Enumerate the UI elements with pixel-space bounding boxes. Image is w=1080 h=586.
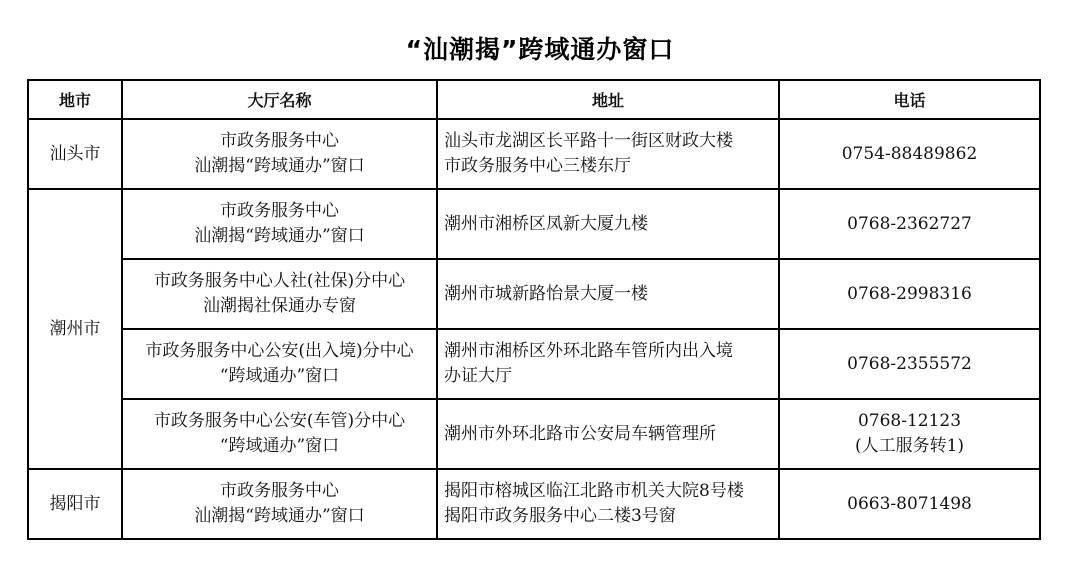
hall-line: 汕潮揭“跨域通办”窗口: [194, 226, 365, 246]
table-row: [28, 189, 1040, 259]
phone-number: 0663-8071498: [847, 493, 972, 514]
phone-cell: [779, 189, 1040, 259]
hall-line: 市政务服务中心: [220, 131, 339, 151]
phone-number: 0768-2362727: [847, 213, 972, 234]
phone-cell: [779, 329, 1040, 399]
table-row: [28, 119, 1040, 189]
address-line: 汕头市龙湖区长平路十一街区财政大楼: [444, 131, 733, 151]
table-row: [28, 329, 1040, 399]
phone-cell: [779, 119, 1040, 189]
address-line: 市政务服务中心三楼东厅: [444, 156, 631, 176]
address-line: 办证大厅: [444, 366, 512, 386]
address-cell: [437, 259, 779, 329]
address-line: 潮州市城新路怡景大厦一楼: [444, 283, 648, 304]
address-cell: [437, 329, 779, 399]
city-cell: 揭阳市: [28, 469, 122, 539]
hall-line: 汕潮揭“跨域通办”窗口: [194, 156, 365, 176]
address-cell: [437, 189, 779, 259]
address-line: 揭阳市政务服务中心二楼3号窗: [444, 506, 676, 526]
hall-line: 汕潮揭“跨域通办”窗口: [194, 506, 365, 526]
phone-note: (人工服务转1): [854, 436, 965, 456]
phone-cell: [779, 469, 1040, 539]
phone-number: 0768-2355572: [847, 353, 972, 374]
hall-line: 市政务服务中心人社(社保)分中心: [153, 271, 406, 291]
hall-cell: [122, 259, 437, 329]
hall-cell: [122, 189, 437, 259]
phone-number: 0768-2998316: [847, 283, 972, 304]
header-address: 地址: [437, 80, 779, 119]
hall-line: “跨域通办”窗口: [219, 436, 340, 456]
header-phone: 电话: [779, 80, 1040, 119]
address-line: 潮州市外环北路市公安局车辆管理所: [444, 423, 716, 444]
phone-number: 0754-88489862: [841, 143, 978, 164]
header-city: 地市: [28, 80, 122, 119]
table-row: [28, 469, 1040, 539]
phone-cell: [779, 259, 1040, 329]
table-row: [28, 259, 1040, 329]
address-cell: [437, 119, 779, 189]
hall-cell: [122, 329, 437, 399]
address-cell: [437, 399, 779, 469]
hall-line: 市政务服务中心: [220, 481, 339, 501]
table-header-row: [28, 80, 1040, 119]
hall-line: 市政务服务中心: [220, 201, 339, 221]
phone-number: 0768-12123: [857, 411, 962, 431]
city-cell: 潮州市: [28, 189, 122, 469]
city-cell: 汕头市: [28, 119, 122, 189]
hall-cell: [122, 469, 437, 539]
hall-line: “跨域通办”窗口: [219, 366, 340, 386]
hall-line: 汕潮揭社保通办专窗: [203, 296, 356, 316]
address-cell: [437, 469, 779, 539]
hall-line: 市政务服务中心公安(车管)分中心: [153, 411, 406, 431]
service-window-table: [27, 79, 1041, 540]
table-row: [28, 399, 1040, 469]
page-title: “汕潮揭”跨域通办窗口: [405, 35, 675, 64]
address-line: 揭阳市榕城区临江北路市机关大院8号楼: [444, 481, 744, 501]
hall-line: 市政务服务中心公安(出入境)分中心: [145, 341, 414, 361]
address-line: 潮州市湘桥区外环北路车管所内出入境: [444, 341, 733, 361]
hall-cell: [122, 119, 437, 189]
address-line: 潮州市湘桥区凤新大厦九楼: [444, 213, 648, 234]
header-hall-name: 大厅名称: [122, 80, 437, 119]
hall-cell: [122, 399, 437, 469]
phone-cell: [779, 399, 1040, 469]
